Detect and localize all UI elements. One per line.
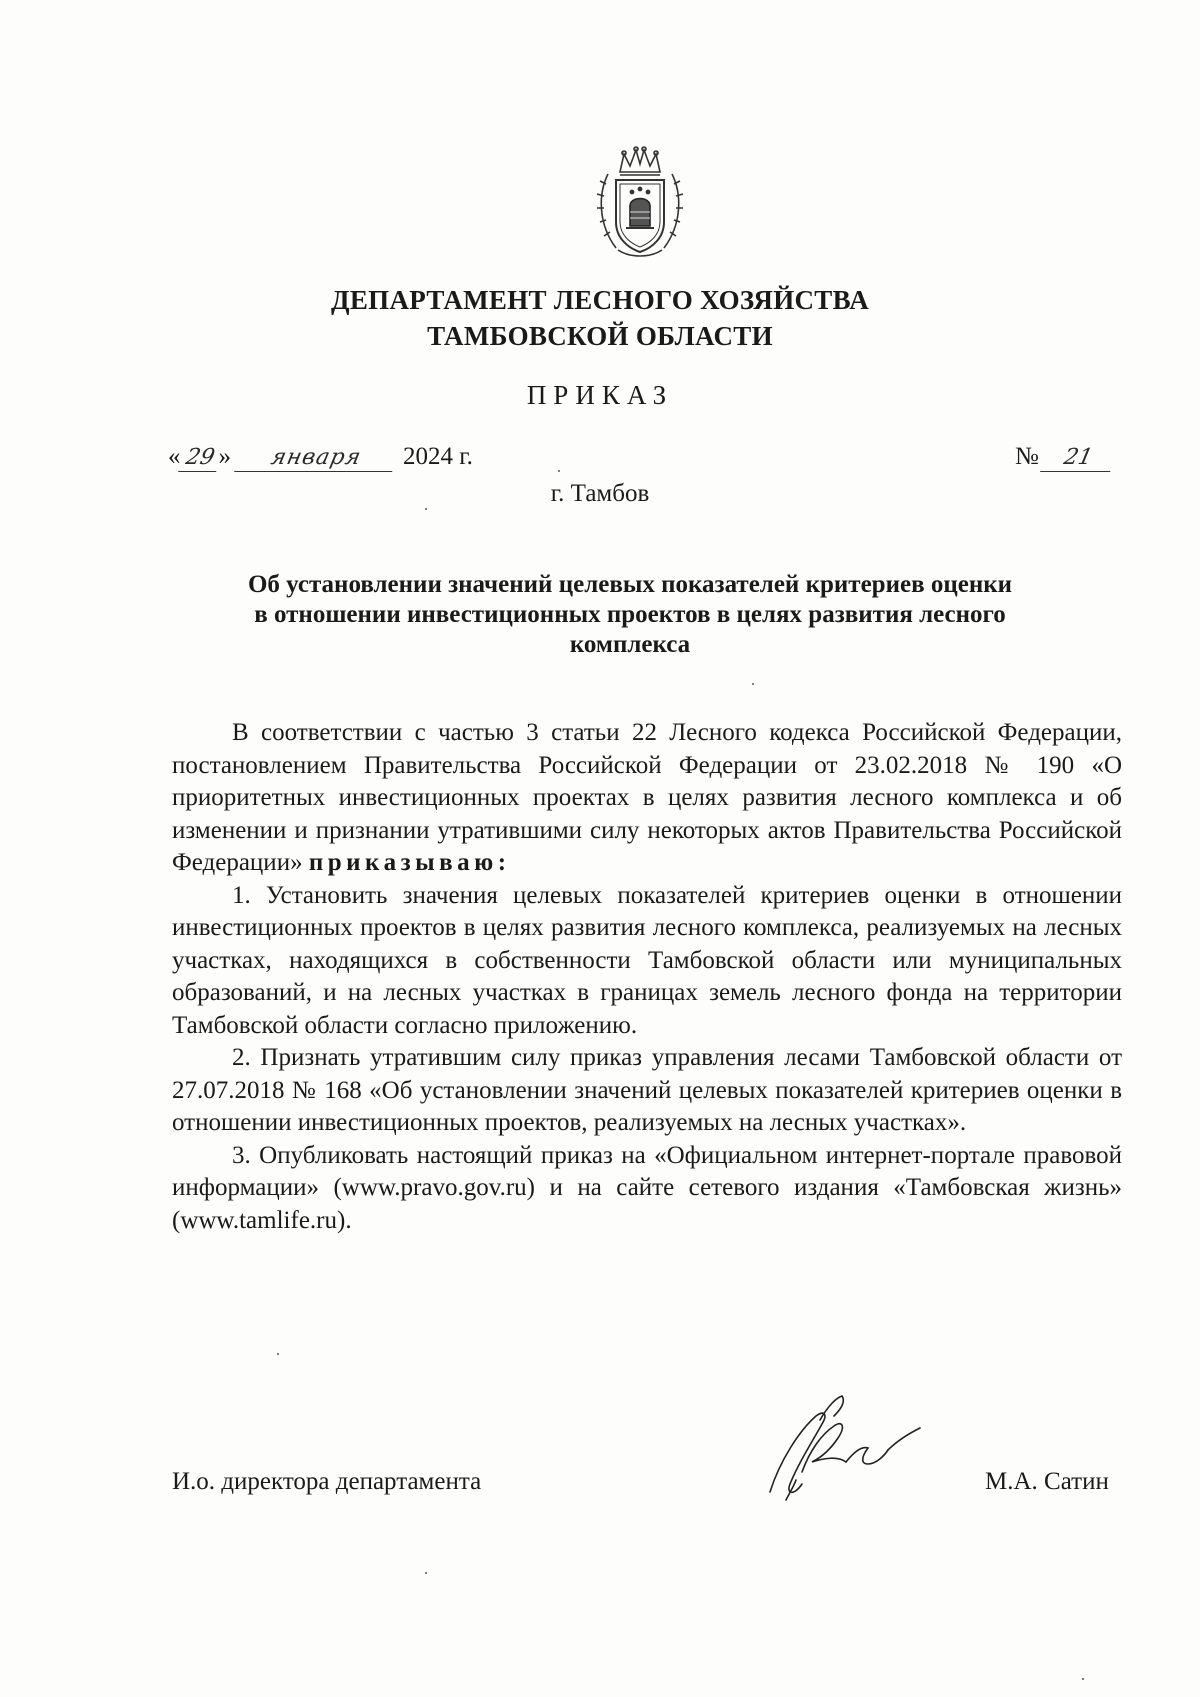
- order-number: [1015, 443, 1113, 472]
- order-body: [172, 717, 1122, 1237]
- date-day-handwritten: 29: [178, 445, 222, 472]
- signer-position: И.о. директора департамента: [172, 1468, 482, 1495]
- order-item-1: 1. Установить значения целевых показателей критериев оценки в отношении инвестиционных проектов в целях развития лесного комплекса, реализуемых на лесных участках, находящихся в собственности Тамбовской области или муниципальных образований, и на лесных участках в границах земель лесного фонда на территории Тамбовской области согласно приложению.: [172, 881, 1122, 1039]
- order-date: [168, 443, 473, 472]
- scan-speck: [752, 683, 754, 685]
- order-word: приказываю:: [308, 849, 511, 876]
- preamble-paragraph: [172, 717, 1122, 880]
- order-item-3: 3. Опубликовать настоящий приказ на «Официальном интернет-портале правовой информации» (www.pravo.gov.ru) и на сайте сетевого издания «Тамбовская жизнь» (www.tamlife.ru).: [172, 1141, 1122, 1234]
- city: г. Тамбов: [550, 480, 650, 507]
- order-subject: [190, 570, 1070, 660]
- date-month-handwritten: января: [234, 445, 398, 472]
- department-line-2: ТАМБОВСКОЙ ОБЛАСТИ: [427, 321, 773, 351]
- scan-speck: [558, 470, 560, 472]
- scan-speck: [277, 1353, 279, 1355]
- subject-line-2: в отношении инвестиционных проектов в целях развития лесного: [254, 601, 1006, 628]
- subject-line-1: Об установлении значений целевых показателей критериев оценки: [247, 571, 1013, 598]
- department-name: [0, 282, 1200, 354]
- date-close-quote: »: [218, 443, 231, 470]
- date-year: 2024 г.: [403, 443, 473, 470]
- scan-speck: [425, 508, 427, 510]
- department-line-1: ДЕПАРТАМЕНТ ЛЕСНОГО ХОЗЯЙСТВА: [330, 285, 870, 315]
- order-item-2: 2. Признать утратившим силу приказ управления лесами Тамбовской области от 27.07.2018 № 168 «Об установлении значений целевых показателей критериев оценки в отношении инвестиционных проектов, реализуемых на лесных участках».: [172, 1044, 1122, 1136]
- handwritten-signature-icon: [750, 1380, 930, 1520]
- number-handwritten: 21: [1040, 445, 1116, 472]
- document-type-title: ПРИКАЗ: [526, 380, 674, 410]
- scan-speck: [1082, 1678, 1084, 1680]
- preamble-text: В соответствии с частью 3 статьи 22 Лесного кодекса Российской Федерации, постановлением Правительства Российской Федерации от 23.02.2018 № 190 «О приоритетных инвестиционных проектах в целях развития лесного комплекса и об изменении и признании утратившими силу некоторых актов Правительства Российской Федерации»: [172, 719, 1122, 876]
- number-prefix: №: [1015, 443, 1039, 470]
- scan-speck: [425, 1572, 427, 1574]
- date-open-quote: «: [168, 443, 181, 470]
- subject-line-3: комплекса: [569, 631, 691, 658]
- tambov-coat-of-arms-icon: [590, 144, 690, 262]
- signer-name: М.А. Сатин: [985, 1468, 1109, 1495]
